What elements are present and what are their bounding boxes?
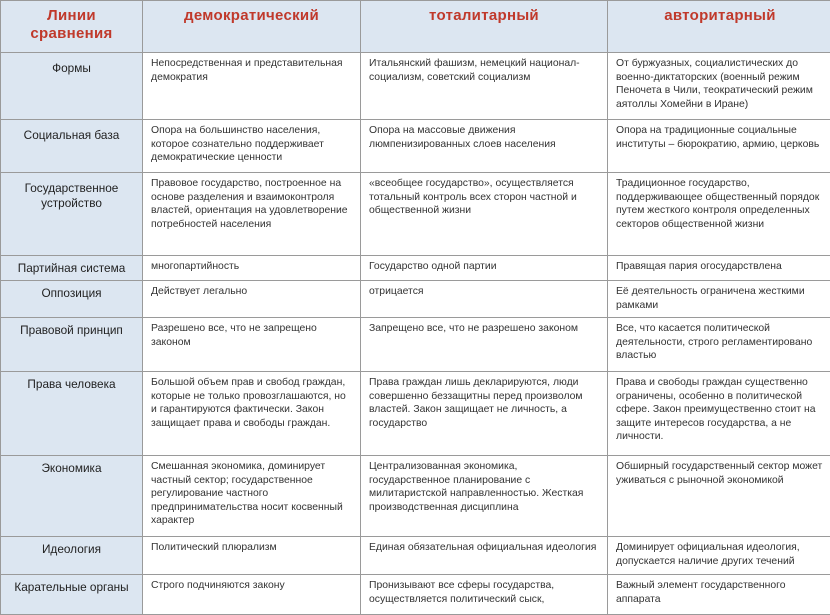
cell-authoritarian: Правящая пария огосударствлена xyxy=(608,256,830,281)
row-label: Карательные органы xyxy=(1,575,143,615)
cell-authoritarian: Её деятельность ограничена жесткими рамками xyxy=(608,281,830,318)
cell-democratic: Разрешено все, что не запрещено законом xyxy=(143,318,361,372)
cell-totalitarian: Права граждан лишь декларируются, люди совершенно беззащитны перед произволом властей. Закон защищает не личность, а государство xyxy=(361,372,608,456)
cell-authoritarian: Обширный государственный сектор может уживаться с рыночной экономикой xyxy=(608,456,830,537)
table-row xyxy=(1,575,830,615)
table-row xyxy=(1,120,830,173)
cell-totalitarian: Запрещено все, что не разрешено законом xyxy=(361,318,608,372)
cell-totalitarian: отрицается xyxy=(361,281,608,318)
cell-democratic: Смешанная экономика, доминирует частный сектор; государственное регулирование частного предпринимательства носит косвенный характер xyxy=(143,456,361,537)
cell-democratic: Политический плюрализм xyxy=(143,537,361,575)
header-democratic: демократический xyxy=(143,1,361,53)
cell-authoritarian: Традиционное государство, поддерживающее общественный порядок путем жесткого контроля определенных секторов общественной жизни xyxy=(608,173,830,256)
table-header-row xyxy=(1,1,830,53)
cell-democratic: Большой объем прав и свобод граждан, которые не только провозглашаются, но и гарантируются фактически. Закон защищает права и свободы граждан. xyxy=(143,372,361,456)
row-label: Оппозиция xyxy=(1,281,143,318)
cell-authoritarian: Доминирует официальная идеология, допускается наличие других течений xyxy=(608,537,830,575)
table-row xyxy=(1,173,830,256)
row-label: Государственное устройство xyxy=(1,173,143,256)
cell-authoritarian: Важный элемент государственного аппарата xyxy=(608,575,830,615)
cell-democratic: Правовое государство, построенное на основе разделения и взаимоконтроля властей, ориентация на удовлетворение потребностей населения xyxy=(143,173,361,256)
table-row xyxy=(1,537,830,575)
header-comparison-lines: Линии сравнения xyxy=(1,1,143,53)
cell-authoritarian: Права и свободы граждан существенно ограничены, особенно в политической сфере. Закон преимущественно стоит на защите интересов государства, а не личности. xyxy=(608,372,830,456)
cell-totalitarian: Единая обязательная официальная идеология xyxy=(361,537,608,575)
row-label: Правовой принцип xyxy=(1,318,143,372)
header-totalitarian: тоталитарный xyxy=(361,1,608,53)
cell-totalitarian: Итальянский фашизм, немецкий национал-социализм, советский социализм xyxy=(361,53,608,120)
row-label: Права человека xyxy=(1,372,143,456)
cell-democratic: Опора на большинство населения, которое сознательно поддерживает демократические ценности xyxy=(143,120,361,173)
cell-democratic: Строго подчиняются закону xyxy=(143,575,361,615)
cell-democratic: многопартийность xyxy=(143,256,361,281)
row-label: Экономика xyxy=(1,456,143,537)
cell-totalitarian: Государство одной партии xyxy=(361,256,608,281)
cell-democratic: Непосредственная и представительная демократия xyxy=(143,53,361,120)
cell-authoritarian: Опора на традиционные социальные институты – бюрократию, армию, церковь xyxy=(608,120,830,173)
table-row xyxy=(1,281,830,318)
cell-totalitarian: Централизованная экономика, государственное планирование с милитаристской направленностью. Жесткая производственная дисциплина xyxy=(361,456,608,537)
cell-totalitarian: Пронизывают все сферы государства, осуществляется политический сыск, xyxy=(361,575,608,615)
cell-authoritarian: От буржуазных, социалистических до военно-диктаторских (военный режим Пеночета в Чили, теократический режим аятоллы Хомейни в Иране) xyxy=(608,53,830,120)
row-label: Идеология xyxy=(1,537,143,575)
table-row xyxy=(1,372,830,456)
table-row xyxy=(1,456,830,537)
table-row xyxy=(1,53,830,120)
row-label: Формы xyxy=(1,53,143,120)
cell-democratic: Действует легально xyxy=(143,281,361,318)
table-row xyxy=(1,318,830,372)
cell-totalitarian: Опора на массовые движения люмпенизированных слоев населения xyxy=(361,120,608,173)
header-authoritarian: авторитарный xyxy=(608,1,830,53)
row-label: Партийная система xyxy=(1,256,143,281)
row-label: Социальная база xyxy=(1,120,143,173)
table-row xyxy=(1,256,830,281)
cell-totalitarian: «всеобщее государство», осуществляется тотальный контроль всех сторон частной и общественной жизни xyxy=(361,173,608,256)
cell-authoritarian: Все, что касается политической деятельности, строго регламентировано властью xyxy=(608,318,830,372)
